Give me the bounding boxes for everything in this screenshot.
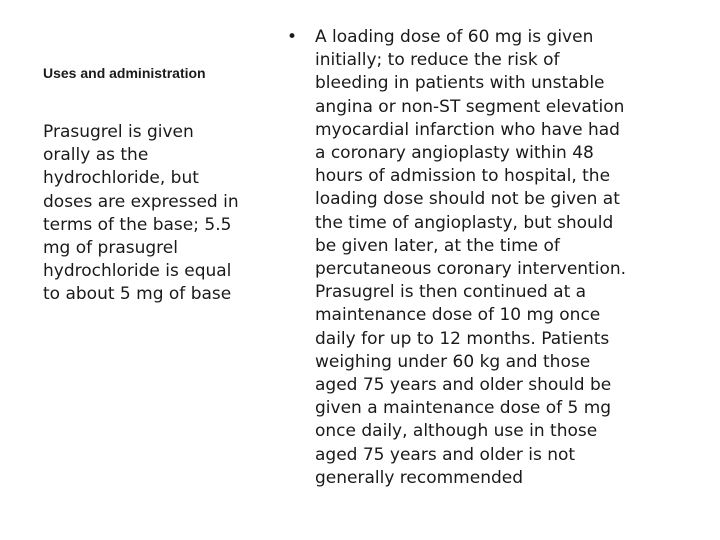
left-paragraph-line: hydrochloride is equal [43, 261, 232, 282]
bullet-paragraph-line: hours of admission to hospital, the [315, 166, 611, 187]
bullet-paragraph-line: loading dose should not be given at [315, 189, 620, 210]
left-paragraph-line: terms of the base; 5.5 [43, 214, 232, 235]
left-paragraph [43, 121, 278, 307]
bullet-paragraph-line: aged 75 years and older should be [315, 375, 612, 396]
bullet-paragraph-line: weighing under 60 kg and those [315, 351, 591, 372]
bullet-paragraph-line: daily for up to 12 months. Patients [315, 328, 610, 349]
bullet-paragraph-line: angina or non-ST segment elevation [315, 96, 625, 117]
section-heading: Uses and administration [43, 65, 206, 81]
bullet-paragraph-line: Prasugrel is then continued at a [315, 282, 587, 303]
bullet-paragraph-line: given a maintenance dose of 5 mg [315, 398, 612, 419]
left-paragraph-line: Prasugrel is given [43, 122, 194, 142]
bullet-paragraph [315, 26, 710, 490]
bullet-paragraph-line: maintenance dose of 10 mg once [315, 305, 601, 326]
bullet-paragraph-line: generally recommended [315, 467, 524, 488]
bullet-paragraph-line: be given later, at the time of [315, 235, 560, 256]
left-paragraph-line: orally as the [43, 145, 149, 166]
bullet-paragraph-line: the time of angioplasty, but should [315, 212, 614, 233]
bullet-paragraph-line: bleeding in patients with unstable [315, 73, 605, 94]
left-paragraph-line: mg of prasugrel [43, 238, 178, 259]
bullet-marker: • [287, 27, 298, 47]
bullet-paragraph-line: A loading dose of 60 mg is given [315, 27, 594, 47]
left-paragraph-line: to about 5 mg of base [43, 284, 232, 305]
bullet-paragraph-line: percutaneous coronary intervention. [315, 259, 627, 280]
left-paragraph-line: hydrochloride, but [43, 168, 199, 189]
bullet-paragraph-line: initially; to reduce the risk of [315, 50, 560, 71]
left-paragraph-line: doses are expressed in [43, 191, 239, 212]
bullet-paragraph-line: myocardial infarction who have had [315, 119, 620, 140]
bullet-paragraph-line: once daily, although use in those [315, 421, 598, 442]
bullet-paragraph-line: a coronary angioplasty within 48 [315, 143, 594, 164]
bullet-paragraph-line: aged 75 years and older is not [315, 444, 576, 465]
